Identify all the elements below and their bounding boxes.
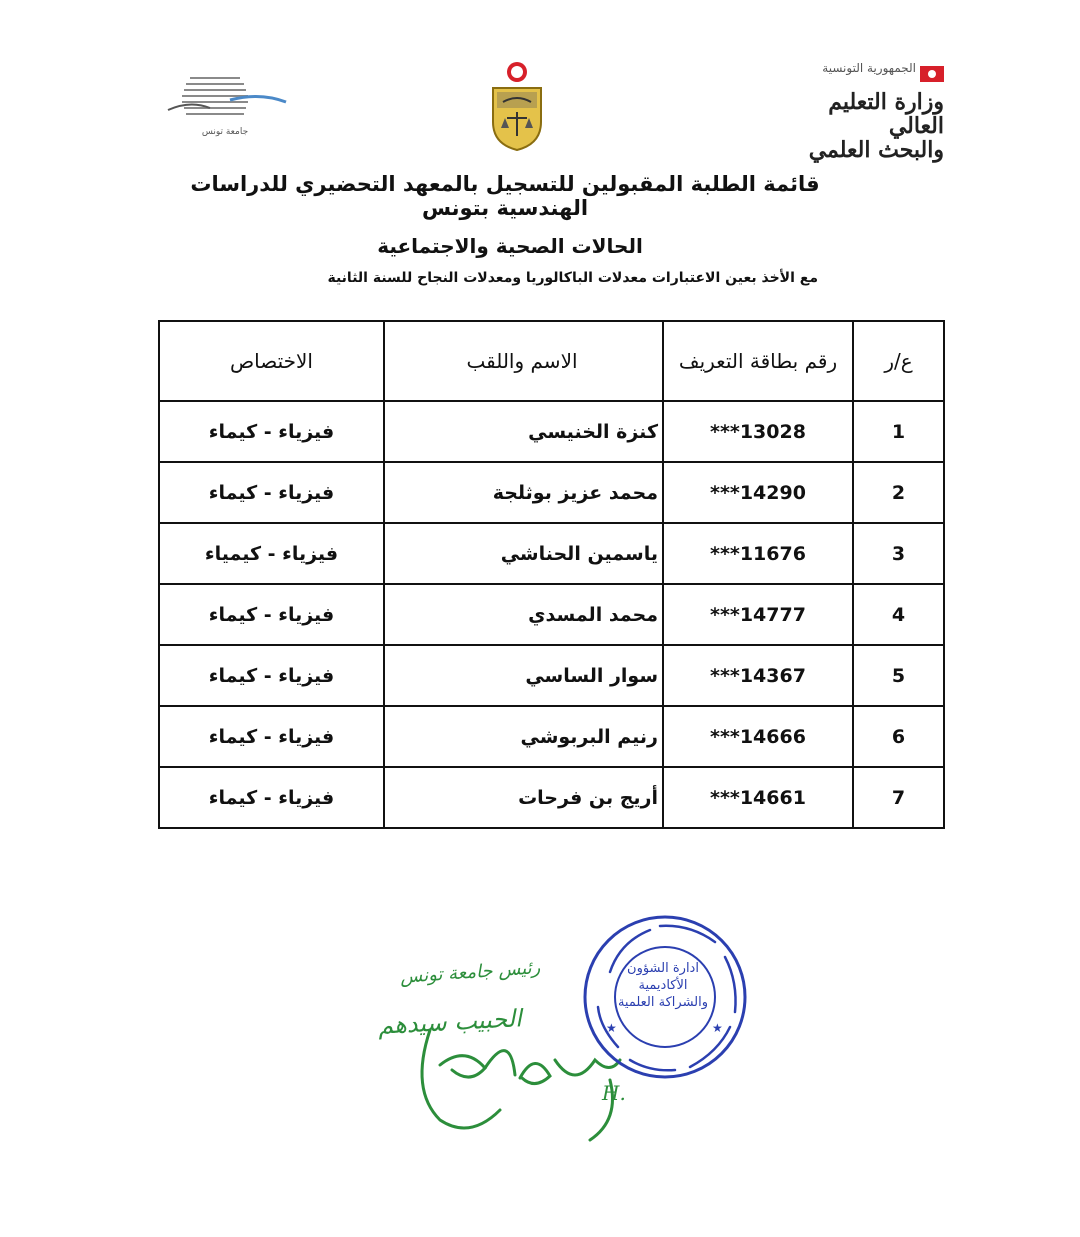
document-subtitle: الحالات الصحية والاجتماعية xyxy=(377,234,643,258)
ministry-name-line2: والبحث العلمي xyxy=(808,137,944,163)
row-number: 6 xyxy=(853,706,944,767)
table-row xyxy=(159,584,944,645)
row-name: كنزة الخنيسي xyxy=(384,401,663,462)
row-specialty: فيزياء - كيماء xyxy=(159,462,384,523)
stamp-center-text: ادارة الشؤون الأكاديمية والشراكة العلمية xyxy=(617,961,709,1010)
row-number: 2 xyxy=(853,462,944,523)
row-number: 5 xyxy=(853,645,944,706)
row-specialty: فيزياء - كيماء xyxy=(159,401,384,462)
svg-text:H.: H. xyxy=(602,1081,626,1105)
row-name: سوار الساسي xyxy=(384,645,663,706)
row-id-card: ***14777 xyxy=(663,584,853,645)
document-note: مع الأخذ بعين الاعتبارات معدلات الباكالوريا ومعدلات النجاح للسنة الثانية xyxy=(327,270,818,286)
row-specialty: فيزياء - كيماء xyxy=(159,767,384,828)
signature-title: رئيس جامعة تونس xyxy=(399,957,541,988)
row-name: ياسمين الحناشي xyxy=(384,523,663,584)
ministry-name xyxy=(790,90,944,162)
table-row xyxy=(159,462,944,523)
row-id-card: ***13028 xyxy=(663,401,853,462)
table-row xyxy=(159,401,944,462)
row-specialty: فيزياء - كيماء xyxy=(159,706,384,767)
header-id-card: رقم بطاقة التعريف xyxy=(663,321,853,401)
header-name: الاسم واللقب xyxy=(384,321,663,401)
row-specialty: فيزياء - كيماء xyxy=(159,645,384,706)
signature-name: الحبيب سيدهم xyxy=(377,1004,523,1040)
university-logo-text: جامعة تونس xyxy=(201,127,249,137)
table-header-row xyxy=(159,321,944,401)
row-name: رنيم البربوشي xyxy=(384,706,663,767)
row-name: محمد المسدي xyxy=(384,584,663,645)
admitted-students-table xyxy=(158,320,945,829)
ministry-header xyxy=(790,60,950,163)
row-number: 3 xyxy=(853,523,944,584)
table-row xyxy=(159,523,944,584)
row-name: محمد عزيز بوثلجة xyxy=(384,462,663,523)
tunisia-flag-icon xyxy=(920,66,944,82)
row-specialty: فيزياء - كيمياء xyxy=(159,523,384,584)
table-row xyxy=(159,645,944,706)
ministry-name-line1: وزارة التعليم العالي xyxy=(828,89,944,139)
table-row xyxy=(159,706,944,767)
svg-text:★: ★ xyxy=(712,1021,723,1035)
svg-text:★: ★ xyxy=(606,1021,617,1035)
row-specialty: فيزياء - كيماء xyxy=(159,584,384,645)
ministry-country: الجمهورية التونسية xyxy=(822,61,916,75)
row-number: 4 xyxy=(853,584,944,645)
header-number: ع/ر xyxy=(853,321,944,401)
row-number: 7 xyxy=(853,767,944,828)
row-id-card: ***14661 xyxy=(663,767,853,828)
tunisia-coat-of-arms-icon xyxy=(485,60,549,152)
row-number: 1 xyxy=(853,401,944,462)
table-row xyxy=(159,767,944,828)
header-specialty: الاختصاص xyxy=(159,321,384,401)
row-id-card: ***14666 xyxy=(663,706,853,767)
row-id-card: ***14290 xyxy=(663,462,853,523)
row-id-card: ***14367 xyxy=(663,645,853,706)
row-id-card: ***11676 xyxy=(663,523,853,584)
university-of-tunis-logo xyxy=(160,70,290,140)
row-name: أريج بن فرحات xyxy=(384,767,663,828)
document-title: قائمة الطلبة المقبولين للتسجيل بالمعهد التحضيري للدراسات الهندسية بتونس xyxy=(190,172,820,220)
